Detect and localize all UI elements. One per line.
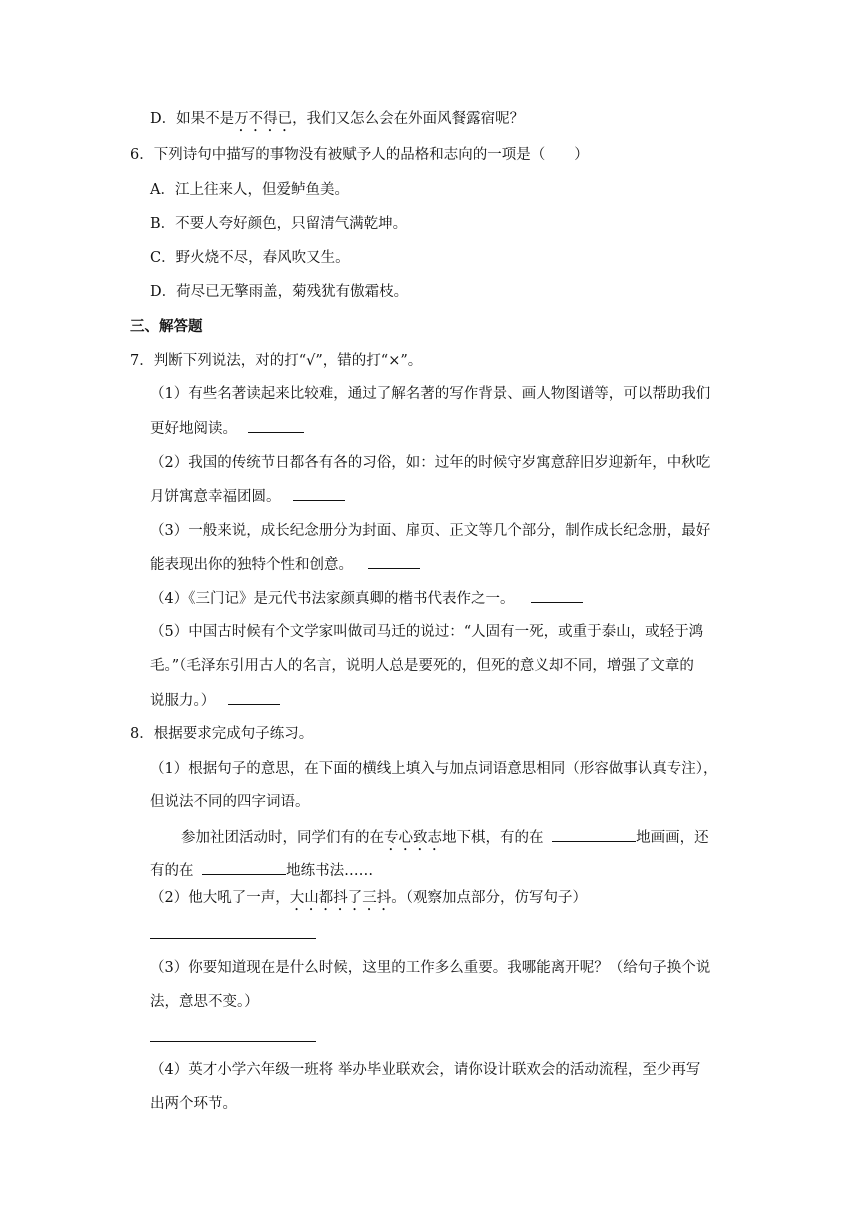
question-8-stem: 8．根据要求完成句子练习。 — [130, 726, 314, 742]
q7-item-5-line3: 说服力。） — [150, 690, 280, 711]
question-7-stem: 7．判断下列说法，对的打“√”，错的打“×”。 — [130, 353, 423, 369]
q8-part-4-line1: （4）英才小学六年级一班将 举办毕业联欢会，请你设计联欢会的活动流程，至少再写 — [150, 1062, 701, 1078]
question-6-stem: 6．下列诗句中描写的事物没有被赋予人的品格和志向的一项是（ ） — [130, 147, 589, 163]
q6-option-d: D．荷尽已无擎雨盖，菊残犹有傲霜枝。 — [150, 284, 409, 300]
answer-blank[interactable] — [202, 860, 286, 875]
q6-option-c: C．野火烧不尽，春风吹又生。 — [150, 250, 350, 266]
answer-blank[interactable] — [368, 554, 420, 569]
answer-line[interactable] — [150, 1041, 316, 1042]
emphasized-phrase: 万不得已 — [234, 111, 293, 127]
q8-part-1-example-line1: 参加社团活动时，同学们有的在专心致志地下棋，有的在 地画画，还 — [181, 827, 709, 854]
answer-blank[interactable] — [228, 690, 280, 705]
q7-item-4: （4）《三门记》是元代书法家颜真卿的楷书代表作之一。 — [150, 588, 583, 609]
q7-item-5-line2: 毛。”（毛泽东引用古人的名言，说明人总是要死的，但死的意义却不同，增强了文章的 — [150, 658, 694, 674]
q7-item-3-line2: 能表现出你的独特个性和创意。 — [150, 554, 420, 575]
q8-part-3-line1: （3）你要知道现在是什么时候，这里的工作多么重要。我哪能离开呢？（给句子换个说 — [150, 960, 711, 976]
emphasized-phrase: 专心致志 — [384, 830, 442, 846]
q5-option-d: D．如果不是万不得已，我们又怎么会在外面风餐露宿呢？ — [150, 111, 525, 127]
q6-option-a: A．江上往来人，但爱鲈鱼美。 — [150, 182, 349, 198]
q8-part-1-line2: 但说法不同的四字词语。 — [150, 794, 310, 810]
q8-part-1-example-line2: 有的在 地练书法…… — [150, 860, 373, 881]
q7-item-1-line2: 更好地阅读。 — [150, 418, 304, 439]
q6-option-b: B．不要人夸好颜色，只留清气满乾坤。 — [150, 216, 408, 232]
q7-item-2-line1: （2）我国的传统节日都各有各的习俗，如：过年的时候守岁寓意辞旧岁迎新年，中秋吃 — [150, 455, 711, 471]
q7-item-2-line2: 月饼寓意幸福团圆。 — [150, 486, 345, 507]
answer-blank[interactable] — [293, 486, 345, 501]
answer-line[interactable] — [150, 938, 316, 939]
q7-item-1-line1: （1）有些名著读起来比较难，通过了解名著的写作背景、画人物图谱等，可以帮助我们 — [150, 386, 711, 402]
q8-part-2: （2）他大吼了一声，大山都抖了三抖。（观察加点部分，仿写句子） — [150, 890, 587, 906]
q8-part-4-line2: 出两个环节。 — [150, 1096, 237, 1112]
q7-item-3-line1: （3）一般来说，成长纪念册分为封面、扉页、正文等几个部分，制作成长纪念册，最好 — [150, 523, 711, 539]
q8-part-3-line2: 法，意思不变。） — [150, 994, 259, 1010]
answer-blank[interactable] — [248, 418, 304, 433]
answer-blank[interactable] — [552, 827, 636, 842]
emphasized-phrase: 大山都抖了三抖 — [289, 890, 392, 906]
q7-item-5-line1: （5）中国古时候有个文学家叫做司马迁的说过：“人固有一死，或重于泰山，或轻于鸿 — [150, 624, 704, 640]
q8-part-1-line1: （1）根据句子的意思，在下面的横线上填入与加点词语意思相同（形容做事认真专注）， — [150, 761, 718, 777]
section-title: 三、解答题 — [130, 318, 203, 335]
answer-blank[interactable] — [531, 588, 583, 603]
